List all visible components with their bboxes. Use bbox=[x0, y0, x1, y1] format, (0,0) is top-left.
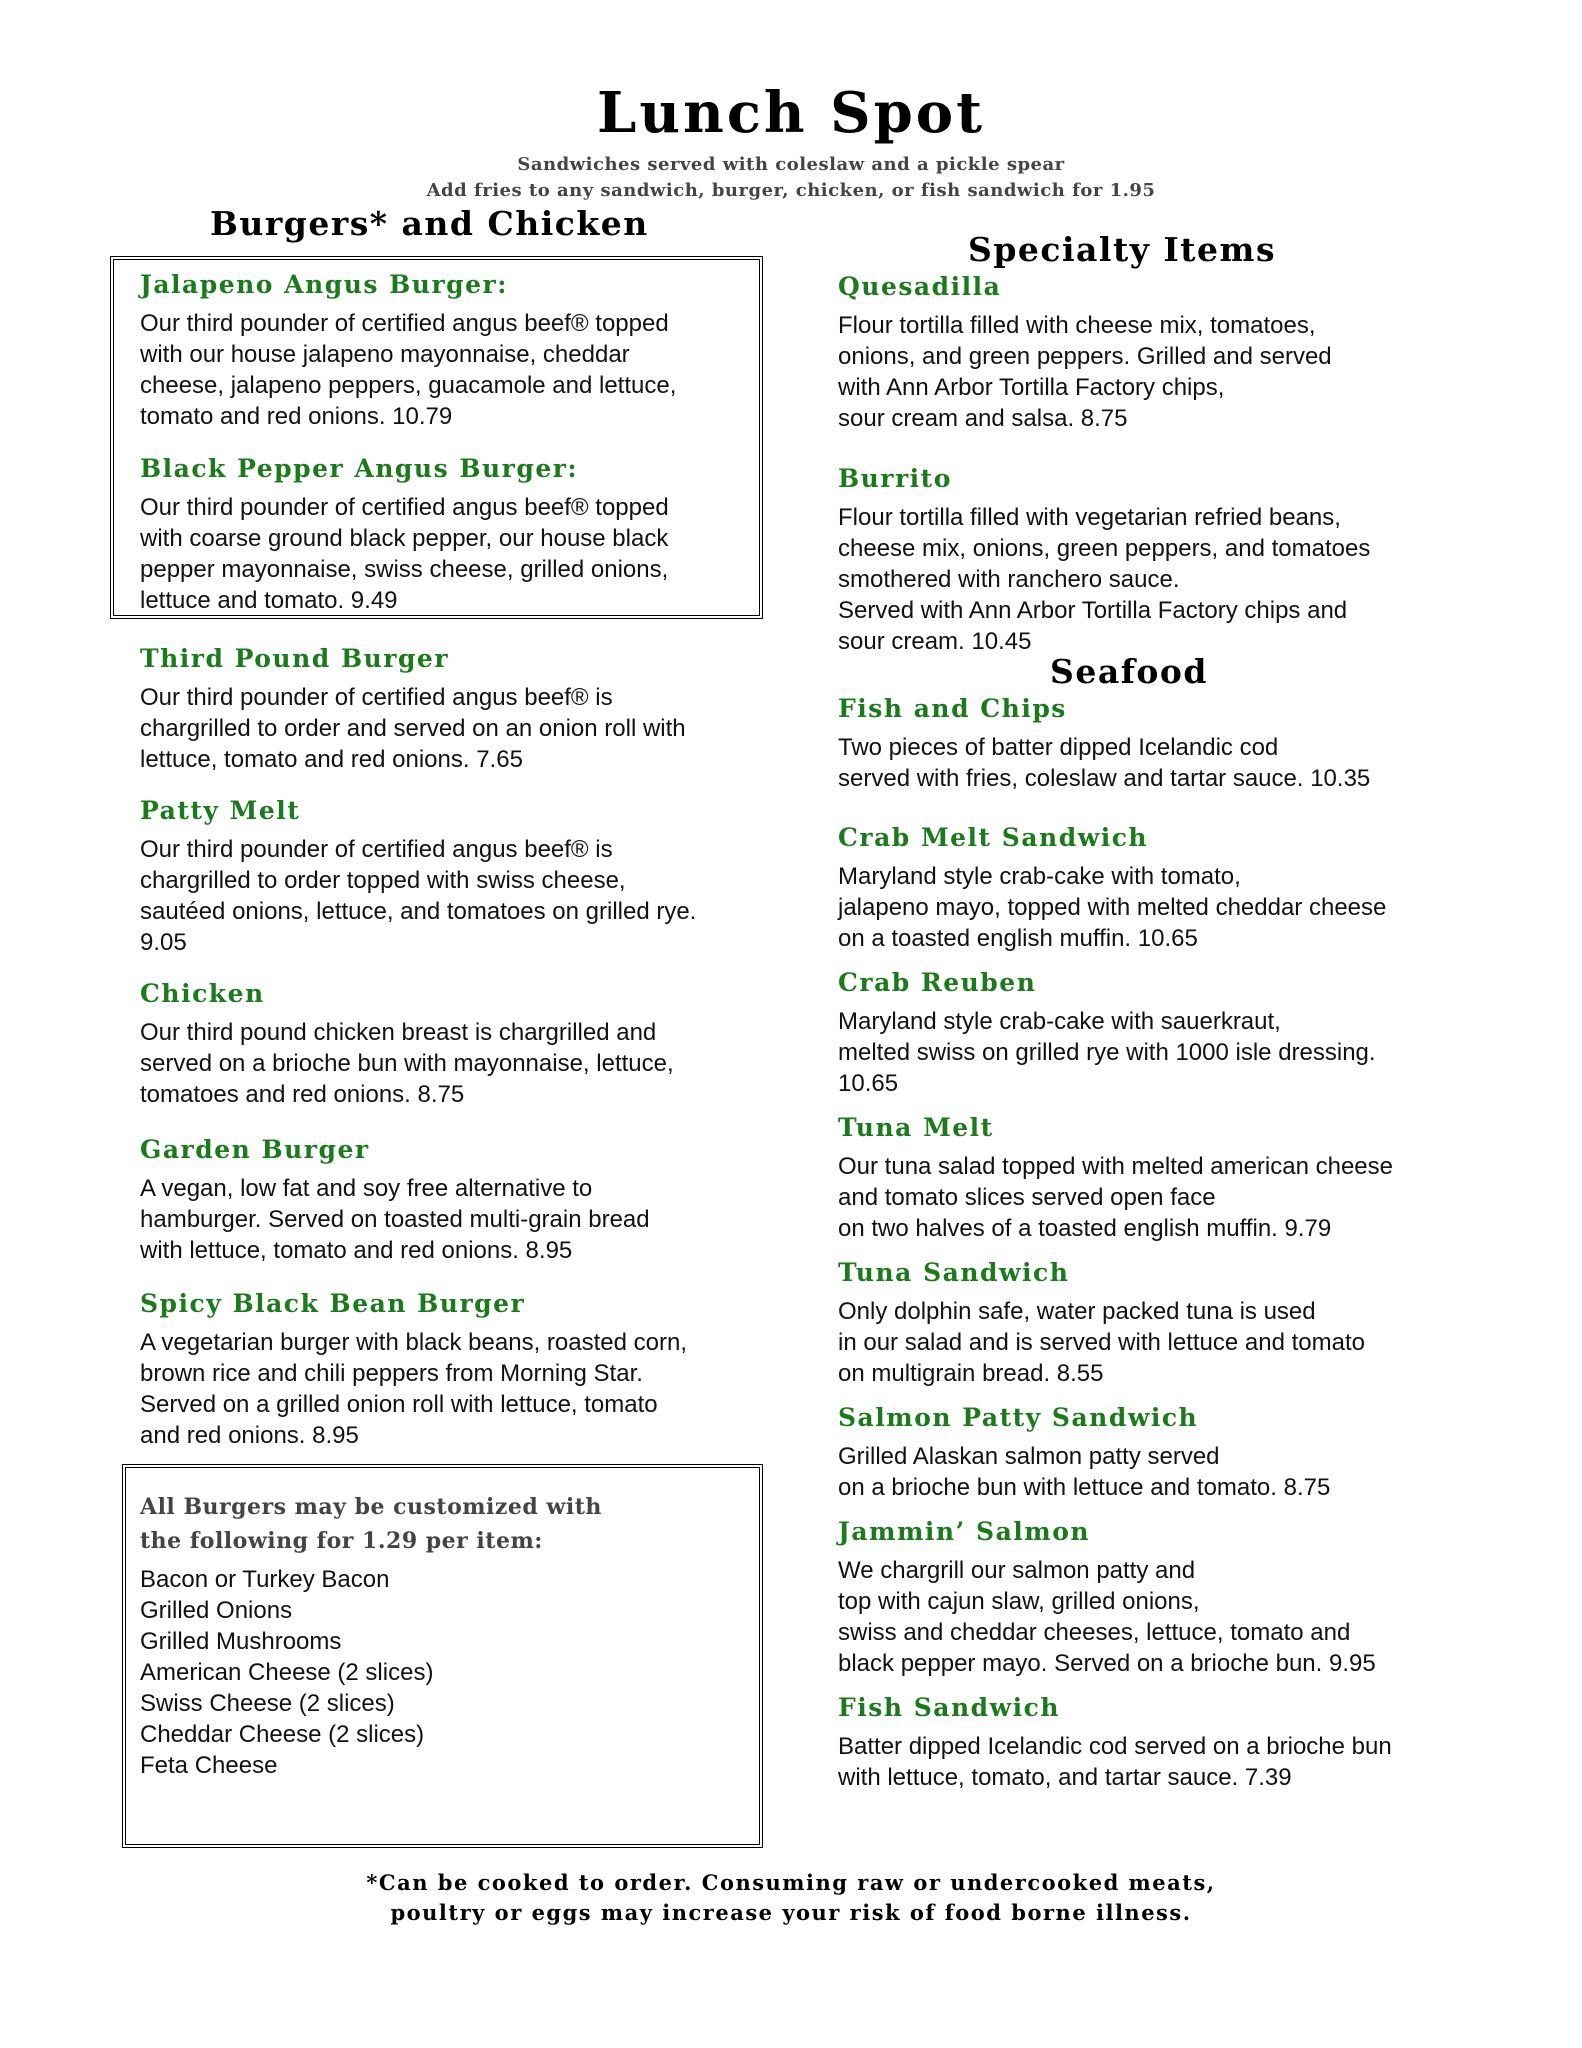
item-name: Tuna Melt bbox=[838, 1113, 994, 1142]
menu-item-jammin-salmon bbox=[838, 1515, 1478, 1679]
menu-item-tuna-melt bbox=[838, 1111, 1478, 1244]
item-description: Our third pounder of certified angus beef® topped with our house jalapeno mayonnaise, cheddar cheese, jalapeno peppers, guacamole and lettuce, tomato and red onions. 10.79 bbox=[140, 310, 677, 430]
item-description: A vegan, low fat and soy free alternative to hamburger. Served on toasted multi-grain bread with lettuce, tomato and red onions. 8.95 bbox=[140, 1175, 650, 1264]
item-description: Only dolphin safe, water packed tuna is used in our salad and is served with lettuce and tomato on multigrain bread. 8.55 bbox=[838, 1298, 1365, 1387]
customize-option: Feta Cheese bbox=[140, 1752, 278, 1779]
menu-item-garden-burger bbox=[140, 1133, 740, 1266]
item-name: Chicken bbox=[140, 979, 265, 1008]
item-name: Fish and Chips bbox=[838, 694, 1067, 723]
subtitle-fries: Add fries to any sandwich, burger, chicken, or fish sandwich for 1.95 bbox=[426, 180, 1156, 201]
item-description: Flour tortilla filled with cheese mix, tomatoes, onions, and green peppers. Grilled and served with Ann Arbor Tortilla Factory chips, sour cream and salsa. 8.75 bbox=[838, 312, 1332, 432]
menu-item-third-pound-burger bbox=[140, 642, 740, 775]
section-heading-specialty: Specialty Items bbox=[968, 230, 1277, 269]
menu-item-burrito bbox=[838, 462, 1478, 657]
customize-list bbox=[140, 1564, 740, 1781]
menu-item-spicy-black-bean-burger bbox=[140, 1287, 740, 1451]
menu-item-crab-melt-sandwich bbox=[838, 821, 1478, 954]
item-description: A vegetarian burger with black beans, roasted corn, brown rice and chili peppers from Morning Star. Served on a grilled onion roll with lettuce, tomato and red onions. 8.95 bbox=[140, 1329, 687, 1449]
customize-option: Grilled Mushrooms bbox=[140, 1628, 342, 1655]
item-description: Grilled Alaskan salmon patty served on a brioche bun with lettuce and tomato. 8.75 bbox=[838, 1443, 1331, 1501]
subtitle-coleslaw: Sandwiches served with coleslaw and a pickle spear bbox=[517, 154, 1065, 175]
section-heading-burgers: Burgers* and Chicken bbox=[210, 204, 649, 243]
item-description: Our third pounder of certified angus beef® topped with coarse ground black pepper, our house black pepper mayonnaise, swiss cheese, grilled onions, lettuce and tomato. 9.49 bbox=[140, 494, 669, 614]
customize-option: Bacon or Turkey Bacon bbox=[140, 1566, 390, 1593]
item-name: Crab Reuben bbox=[838, 968, 1037, 997]
item-name: Jalapeno Angus Burger: bbox=[140, 270, 508, 299]
customize-option: Grilled Onions bbox=[140, 1597, 293, 1624]
customize-option: Cheddar Cheese (2 slices) bbox=[140, 1721, 425, 1748]
menu-item-salmon-patty-sandwich bbox=[838, 1401, 1478, 1503]
customize-heading-price: the following for 1.29 per item: bbox=[140, 1528, 543, 1554]
item-name: Burrito bbox=[838, 464, 952, 493]
menu-item-patty-melt bbox=[140, 794, 740, 958]
item-name: Crab Melt Sandwich bbox=[838, 823, 1149, 852]
item-name: Jammin’ Salmon bbox=[838, 1517, 1091, 1546]
item-description: Our tuna salad topped with melted american cheese and tomato slices served open face on two halves of a toasted english muffin. 9.79 bbox=[838, 1153, 1393, 1242]
customize-option: American Cheese (2 slices) bbox=[140, 1659, 434, 1686]
item-name: Black Pepper Angus Burger: bbox=[140, 454, 579, 483]
menu-item-fish-and-chips bbox=[838, 692, 1478, 794]
item-name: Third Pound Burger bbox=[140, 644, 450, 673]
item-name: Spicy Black Bean Burger bbox=[140, 1289, 526, 1318]
menu-item-jalapeno-angus-burger bbox=[140, 268, 740, 432]
menu-item-crab-reuben bbox=[838, 966, 1478, 1099]
item-name: Patty Melt bbox=[140, 796, 301, 825]
item-description: Two pieces of batter dipped Icelandic cod served with fries, coleslaw and tartar sauce. 10.35 bbox=[838, 734, 1371, 792]
customize-options bbox=[140, 1490, 740, 1781]
item-description: Maryland style crab-cake with tomato, jalapeno mayo, topped with melted cheddar cheese on a toasted english muffin. 10.65 bbox=[838, 863, 1387, 952]
menu-item-tuna-sandwich bbox=[838, 1256, 1478, 1389]
menu-item-fish-sandwich bbox=[838, 1691, 1478, 1793]
menu-item-chicken bbox=[140, 977, 740, 1110]
footnote-raw-meat-warning: *Can be cooked to order. Consuming raw or undercooked meats, poultry or eggs may increase your risk of food borne illness. bbox=[366, 1870, 1216, 1925]
item-description: Our third pounder of certified angus beef® is chargrilled to order and served on an onion roll with lettuce, tomato and red onions. 7.65 bbox=[140, 684, 686, 773]
item-name: Salmon Patty Sandwich bbox=[838, 1403, 1199, 1432]
item-description: Maryland style crab-cake with sauerkraut, melted swiss on grilled rye with 1000 isle dressing. 10.65 bbox=[838, 1008, 1376, 1097]
item-name: Quesadilla bbox=[838, 272, 1002, 301]
item-name: Garden Burger bbox=[140, 1135, 370, 1164]
item-name: Tuna Sandwich bbox=[838, 1258, 1070, 1287]
menu-item-quesadilla bbox=[838, 270, 1478, 434]
menu-title: Lunch Spot bbox=[597, 80, 985, 146]
item-description: Our third pounder of certified angus beef® is chargrilled to order topped with swiss cheese, sautéed onions, lettuce, and tomatoes on grilled rye. 9.05 bbox=[140, 836, 697, 956]
customize-option: Swiss Cheese (2 slices) bbox=[140, 1690, 395, 1717]
customize-heading: All Burgers may be customized with bbox=[140, 1494, 602, 1520]
item-description: Batter dipped Icelandic cod served on a brioche bun with lettuce, tomato, and tartar sauce. 7.39 bbox=[838, 1733, 1392, 1791]
item-description: Flour tortilla filled with vegetarian refried beans, cheese mix, onions, green peppers, and tomatoes smothered with ranchero sauce. Served with Ann Arbor Tortilla Factory chips and sour cream. 10.45 bbox=[838, 504, 1371, 655]
section-heading-seafood: Seafood bbox=[1050, 652, 1209, 691]
item-name: Fish Sandwich bbox=[838, 1693, 1061, 1722]
item-description: We chargrill our salmon patty and top with cajun slaw, grilled onions, swiss and cheddar cheeses, lettuce, tomato and black pepper mayo. Served on a brioche bun. 9.95 bbox=[838, 1557, 1376, 1677]
menu-item-black-pepper-angus-burger bbox=[140, 452, 740, 616]
item-description: Our third pound chicken breast is chargrilled and served on a brioche bun with mayonnaise, lettuce, tomatoes and red onions. 8.75 bbox=[140, 1019, 674, 1108]
